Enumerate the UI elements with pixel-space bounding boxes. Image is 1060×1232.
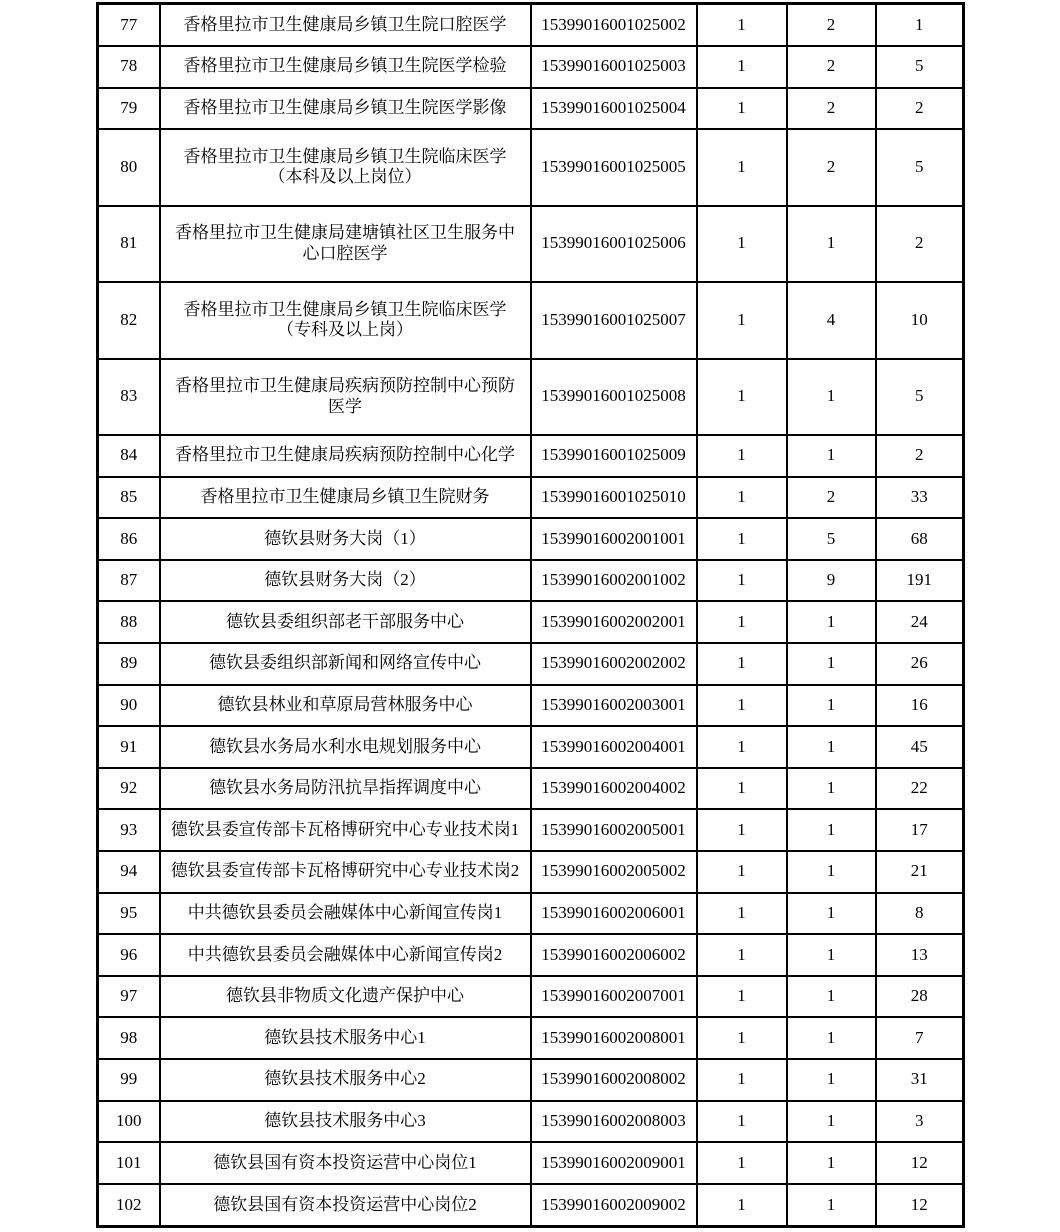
cell-position-name: 香格里拉市卫生健康局建塘镇社区卫生服务中心口腔医学 (160, 206, 531, 282)
cell-value-1: 1 (697, 518, 787, 560)
table-row (98, 88, 964, 130)
cell-position-name: 德钦县财务大岗（2） (160, 560, 531, 602)
cell-position-code: 15399016002009002 (531, 1184, 697, 1227)
cell-value-1: 1 (697, 851, 787, 893)
cell-position-code: 15399016002008003 (531, 1101, 697, 1143)
cell-position-code: 15399016001025009 (531, 435, 697, 477)
cell-value-1: 1 (697, 934, 787, 976)
cell-value-2: 1 (787, 359, 876, 435)
cell-position-code: 15399016001025004 (531, 88, 697, 130)
cell-position-code: 15399016002004002 (531, 768, 697, 810)
cell-position-name: 德钦县技术服务中心1 (160, 1017, 531, 1059)
cell-value-2: 2 (787, 88, 876, 130)
cell-value-2: 2 (787, 46, 876, 88)
cell-value-3: 5 (876, 359, 964, 435)
cell-value-2: 1 (787, 934, 876, 976)
cell-position-name: 德钦县技术服务中心2 (160, 1059, 531, 1101)
cell-value-3: 2 (876, 435, 964, 477)
cell-value-3: 45 (876, 726, 964, 768)
cell-value-1: 1 (697, 1142, 787, 1184)
cell-position-name: 香格里拉市卫生健康局乡镇卫生院口腔医学 (160, 4, 531, 46)
cell-position-code: 15399016002005001 (531, 809, 697, 851)
cell-position-name: 德钦县财务大岗（1） (160, 518, 531, 560)
table-row (98, 46, 964, 88)
table-row (98, 206, 964, 282)
cell-position-name: 德钦县技术服务中心3 (160, 1101, 531, 1143)
cell-index: 94 (98, 851, 160, 893)
cell-index: 92 (98, 768, 160, 810)
cell-position-code: 15399016002001001 (531, 518, 697, 560)
cell-value-3: 191 (876, 560, 964, 602)
cell-value-2: 9 (787, 560, 876, 602)
cell-value-3: 10 (876, 282, 964, 358)
cell-value-2: 1 (787, 726, 876, 768)
cell-position-code: 15399016002008001 (531, 1017, 697, 1059)
cell-value-1: 1 (697, 768, 787, 810)
cell-value-1: 1 (697, 46, 787, 88)
table-row (98, 1142, 964, 1184)
cell-position-name: 中共德钦县委员会融媒体中心新闻宣传岗1 (160, 893, 531, 935)
cell-position-code: 15399016002009001 (531, 1142, 697, 1184)
cell-index: 97 (98, 976, 160, 1018)
table-row (98, 1059, 964, 1101)
cell-value-1: 1 (697, 1017, 787, 1059)
cell-index: 95 (98, 893, 160, 935)
cell-position-code: 15399016002004001 (531, 726, 697, 768)
cell-value-2: 1 (787, 206, 876, 282)
cell-position-code: 15399016002002001 (531, 601, 697, 643)
table-row (98, 893, 964, 935)
cell-value-3: 13 (876, 934, 964, 976)
cell-position-name: 德钦县非物质文化遗产保护中心 (160, 976, 531, 1018)
cell-index: 101 (98, 1142, 160, 1184)
cell-value-2: 1 (787, 601, 876, 643)
cell-value-3: 24 (876, 601, 964, 643)
table-row (98, 4, 964, 46)
cell-position-code: 15399016001025010 (531, 477, 697, 519)
cell-value-3: 12 (876, 1142, 964, 1184)
cell-value-2: 2 (787, 129, 876, 205)
table-row (98, 976, 964, 1018)
cell-index: 99 (98, 1059, 160, 1101)
cell-value-1: 1 (697, 809, 787, 851)
cell-index: 100 (98, 1101, 160, 1143)
table-row (98, 851, 964, 893)
table-row (98, 768, 964, 810)
cell-position-code: 15399016002005002 (531, 851, 697, 893)
cell-value-3: 21 (876, 851, 964, 893)
cell-value-1: 1 (697, 601, 787, 643)
cell-value-3: 1 (876, 4, 964, 46)
cell-value-3: 2 (876, 88, 964, 130)
table-row (98, 518, 964, 560)
cell-value-1: 1 (697, 477, 787, 519)
cell-value-2: 1 (787, 1101, 876, 1143)
table-row (98, 726, 964, 768)
cell-position-name: 香格里拉市卫生健康局疾病预防控制中心化学 (160, 435, 531, 477)
cell-value-1: 1 (697, 1184, 787, 1227)
cell-position-name: 德钦县委组织部老干部服务中心 (160, 601, 531, 643)
cell-position-code: 15399016002003001 (531, 685, 697, 727)
cell-index: 83 (98, 359, 160, 435)
cell-index: 90 (98, 685, 160, 727)
cell-value-2: 1 (787, 643, 876, 685)
cell-index: 82 (98, 282, 160, 358)
cell-position-code: 15399016002006002 (531, 934, 697, 976)
cell-position-code: 15399016001025003 (531, 46, 697, 88)
cell-value-3: 22 (876, 768, 964, 810)
cell-index: 80 (98, 129, 160, 205)
cell-value-3: 7 (876, 1017, 964, 1059)
cell-value-3: 16 (876, 685, 964, 727)
cell-value-1: 1 (697, 560, 787, 602)
cell-value-2: 1 (787, 1184, 876, 1227)
cell-index: 88 (98, 601, 160, 643)
cell-value-1: 1 (697, 726, 787, 768)
table-row (98, 282, 964, 358)
cell-value-2: 1 (787, 1142, 876, 1184)
cell-index: 89 (98, 643, 160, 685)
cell-position-name: 德钦县林业和草原局营林服务中心 (160, 685, 531, 727)
table-row (98, 1017, 964, 1059)
cell-value-2: 5 (787, 518, 876, 560)
cell-index: 96 (98, 934, 160, 976)
table-row (98, 560, 964, 602)
cell-position-name: 德钦县水务局水利水电规划服务中心 (160, 726, 531, 768)
cell-position-name: 中共德钦县委员会融媒体中心新闻宣传岗2 (160, 934, 531, 976)
cell-position-name: 香格里拉市卫生健康局乡镇卫生院医学检验 (160, 46, 531, 88)
cell-position-code: 15399016002006001 (531, 893, 697, 935)
cell-value-2: 1 (787, 893, 876, 935)
cell-value-1: 1 (697, 282, 787, 358)
cell-index: 87 (98, 560, 160, 602)
cell-value-1: 1 (697, 1101, 787, 1143)
cell-value-1: 1 (697, 129, 787, 205)
cell-index: 85 (98, 477, 160, 519)
cell-position-code: 15399016002001002 (531, 560, 697, 602)
cell-index: 91 (98, 726, 160, 768)
cell-position-name: 德钦县委组织部新闻和网络宣传中心 (160, 643, 531, 685)
table-row (98, 359, 964, 435)
cell-position-name: 德钦县国有资本投资运营中心岗位1 (160, 1142, 531, 1184)
cell-index: 86 (98, 518, 160, 560)
cell-position-code: 15399016001025008 (531, 359, 697, 435)
cell-value-3: 3 (876, 1101, 964, 1143)
cell-value-2: 1 (787, 685, 876, 727)
cell-value-3: 26 (876, 643, 964, 685)
cell-position-code: 15399016001025005 (531, 129, 697, 205)
cell-index: 93 (98, 809, 160, 851)
cell-value-2: 2 (787, 4, 876, 46)
cell-value-1: 1 (697, 435, 787, 477)
table-row (98, 435, 964, 477)
cell-position-name: 香格里拉市卫生健康局疾病预防控制中心预防医学 (160, 359, 531, 435)
cell-value-2: 2 (787, 477, 876, 519)
table-row (98, 934, 964, 976)
table-row (98, 129, 964, 205)
cell-value-2: 1 (787, 435, 876, 477)
cell-position-name: 香格里拉市卫生健康局乡镇卫生院临床医学（专科及以上岗） (160, 282, 531, 358)
position-table (96, 2, 965, 1228)
cell-value-2: 1 (787, 1017, 876, 1059)
cell-value-1: 1 (697, 685, 787, 727)
cell-index: 79 (98, 88, 160, 130)
cell-value-3: 5 (876, 46, 964, 88)
cell-position-name: 香格里拉市卫生健康局乡镇卫生院临床医学（本科及以上岗位） (160, 129, 531, 205)
cell-position-code: 15399016001025002 (531, 4, 697, 46)
cell-value-1: 1 (697, 893, 787, 935)
cell-index: 98 (98, 1017, 160, 1059)
position-table-container (96, 2, 965, 1228)
cell-value-1: 1 (697, 643, 787, 685)
cell-value-2: 4 (787, 282, 876, 358)
cell-position-code: 15399016001025006 (531, 206, 697, 282)
cell-value-2: 1 (787, 768, 876, 810)
cell-value-1: 1 (697, 206, 787, 282)
cell-value-3: 12 (876, 1184, 964, 1227)
cell-position-name: 德钦县国有资本投资运营中心岗位2 (160, 1184, 531, 1227)
cell-value-3: 28 (876, 976, 964, 1018)
cell-index: 81 (98, 206, 160, 282)
cell-position-code: 15399016002002002 (531, 643, 697, 685)
cell-position-code: 15399016001025007 (531, 282, 697, 358)
cell-position-name: 香格里拉市卫生健康局乡镇卫生院医学影像 (160, 88, 531, 130)
cell-position-name: 德钦县委宣传部卡瓦格博研究中心专业技术岗2 (160, 851, 531, 893)
cell-value-3: 68 (876, 518, 964, 560)
table-row (98, 601, 964, 643)
cell-position-name: 德钦县委宣传部卡瓦格博研究中心专业技术岗1 (160, 809, 531, 851)
table-row (98, 1184, 964, 1227)
cell-value-2: 1 (787, 809, 876, 851)
cell-index: 84 (98, 435, 160, 477)
table-row (98, 809, 964, 851)
cell-value-1: 1 (697, 88, 787, 130)
cell-value-1: 1 (697, 359, 787, 435)
cell-position-code: 15399016002008002 (531, 1059, 697, 1101)
cell-value-3: 2 (876, 206, 964, 282)
cell-value-2: 1 (787, 1059, 876, 1101)
table-row (98, 1101, 964, 1143)
table-row (98, 685, 964, 727)
cell-index: 102 (98, 1184, 160, 1227)
cell-value-1: 1 (697, 1059, 787, 1101)
cell-value-3: 31 (876, 1059, 964, 1101)
cell-value-3: 5 (876, 129, 964, 205)
cell-position-code: 15399016002007001 (531, 976, 697, 1018)
cell-value-2: 1 (787, 851, 876, 893)
cell-value-3: 17 (876, 809, 964, 851)
cell-value-1: 1 (697, 976, 787, 1018)
cell-position-name: 德钦县水务局防汛抗旱指挥调度中心 (160, 768, 531, 810)
cell-value-2: 1 (787, 976, 876, 1018)
table-body (98, 4, 964, 1227)
cell-position-name: 香格里拉市卫生健康局乡镇卫生院财务 (160, 477, 531, 519)
cell-index: 78 (98, 46, 160, 88)
table-row (98, 477, 964, 519)
table-row (98, 643, 964, 685)
cell-index: 77 (98, 4, 160, 46)
cell-value-1: 1 (697, 4, 787, 46)
cell-value-3: 8 (876, 893, 964, 935)
cell-value-3: 33 (876, 477, 964, 519)
